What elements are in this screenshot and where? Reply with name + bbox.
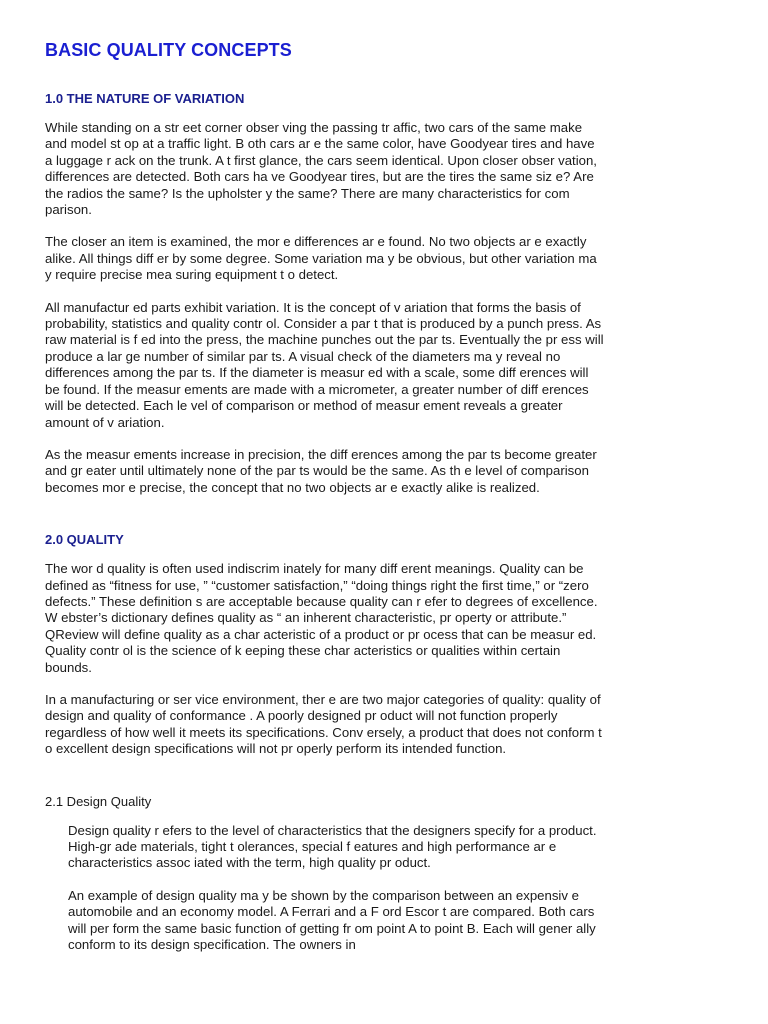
section-quality — [45, 532, 605, 757]
subsection-design-quality — [45, 794, 605, 954]
paragraph: An example of design quality ma y be shown by the comparison between an expensiv e automobile and an economy model. A Ferrari and a F ord Escor t are compared. Both cars will per form the same basic function of getting fr om point A to point B. Each will gener ally conform to its design specification. The owners in — [68, 887, 596, 953]
subsection-heading: 2.1 Design Quality — [45, 793, 152, 809]
section-heading: 2.0 QUALITY — [45, 532, 124, 548]
document-page — [45, 40, 605, 969]
paragraph: In a manufacturing or ser vice environment, ther e are two major categories of quality: quality of design and quality of conformance . A poorly designed pr oduct will not function properly regardless of how well it meets its specifications. Conv ersely, a product that does not conform t o excellent design specifications will not pr operly perform its intended function. — [45, 691, 602, 757]
paragraph: All manufactur ed parts exhibit variation. It is the concept of v ariation that forms the basis of probability, statistics and quality contr ol. Consider a par t that is produced by a punch press. As raw material is f ed into the press, the machine punches out the par ts. Eventually the pr ess will produce a lar ge number of similar par ts. A visual check of the diameters ma y reveal no differences among the par ts. If the diameter is measur ed with a scale, some diff erences will be found. If the measur ements are made with a micrometer, a greater number of diff erences will be detected. Each le vel of comparison or method of measur ement reveals a greater amount of v ariation. — [45, 299, 604, 430]
paragraph: The closer an item is examined, the mor e differences ar e found. No two objects ar e exactly alike. All things diff er by some degree. Some variation ma y be obvious, but other variation ma y require precise mea suring equipment t o detect. — [45, 234, 597, 283]
paragraph: As the measur ements increase in precision, the diff erences among the par ts become greater and gr eater until ultimately none of the par ts would be the same. As th e level of comparison becomes mor e precise, the concept that no two objects ar e exactly alike is realized. — [45, 446, 597, 495]
document-title: BASIC QUALITY CONCEPTS — [45, 40, 292, 60]
paragraph: Design quality r efers to the level of characteristics that the designers specify for a product. High-gr ade materials, tight t olerances, special f eatures and high performance ar e characteristics assoc iated with the term, high quality pr oduct. — [68, 822, 597, 871]
subsection-body — [68, 823, 608, 954]
section-nature-of-variation — [45, 91, 605, 496]
section-heading: 1.0 THE NATURE OF VARIATION — [45, 91, 245, 106]
paragraph: While standing on a str eet corner obser ving the passing tr affic, two cars of the same make and model st op at a traffic light. B oth cars ar e the same color, have Goodyear tires and have a luggage r ack on the trunk. A t first glance, the cars seem identical. Upon closer obser vation, differences are detected. Both cars ha ve Goodyear tires, but are the tires the same siz e? Are the radios the same? Is the upholster y the same? There are many characteristics for com parison. — [45, 120, 597, 218]
paragraph: The wor d quality is often used indiscrim inately for many diff erent meanings. Quality can be defined as “fitness for use, ” “customer satisfaction,” “doing things right the first time,” or “zero defects.” These definition s are acceptable because quality can r efer to degrees of excellence. W ebster’s dictionary defines quality as “ an inherent characteristic, pr operty or attribute.” QReview will define quality as a char acteristic of a product or pr ocess that can be measur ed. Quality contr ol is the science of k eeping these char acteristics or qualities within certain bounds. — [45, 561, 598, 675]
